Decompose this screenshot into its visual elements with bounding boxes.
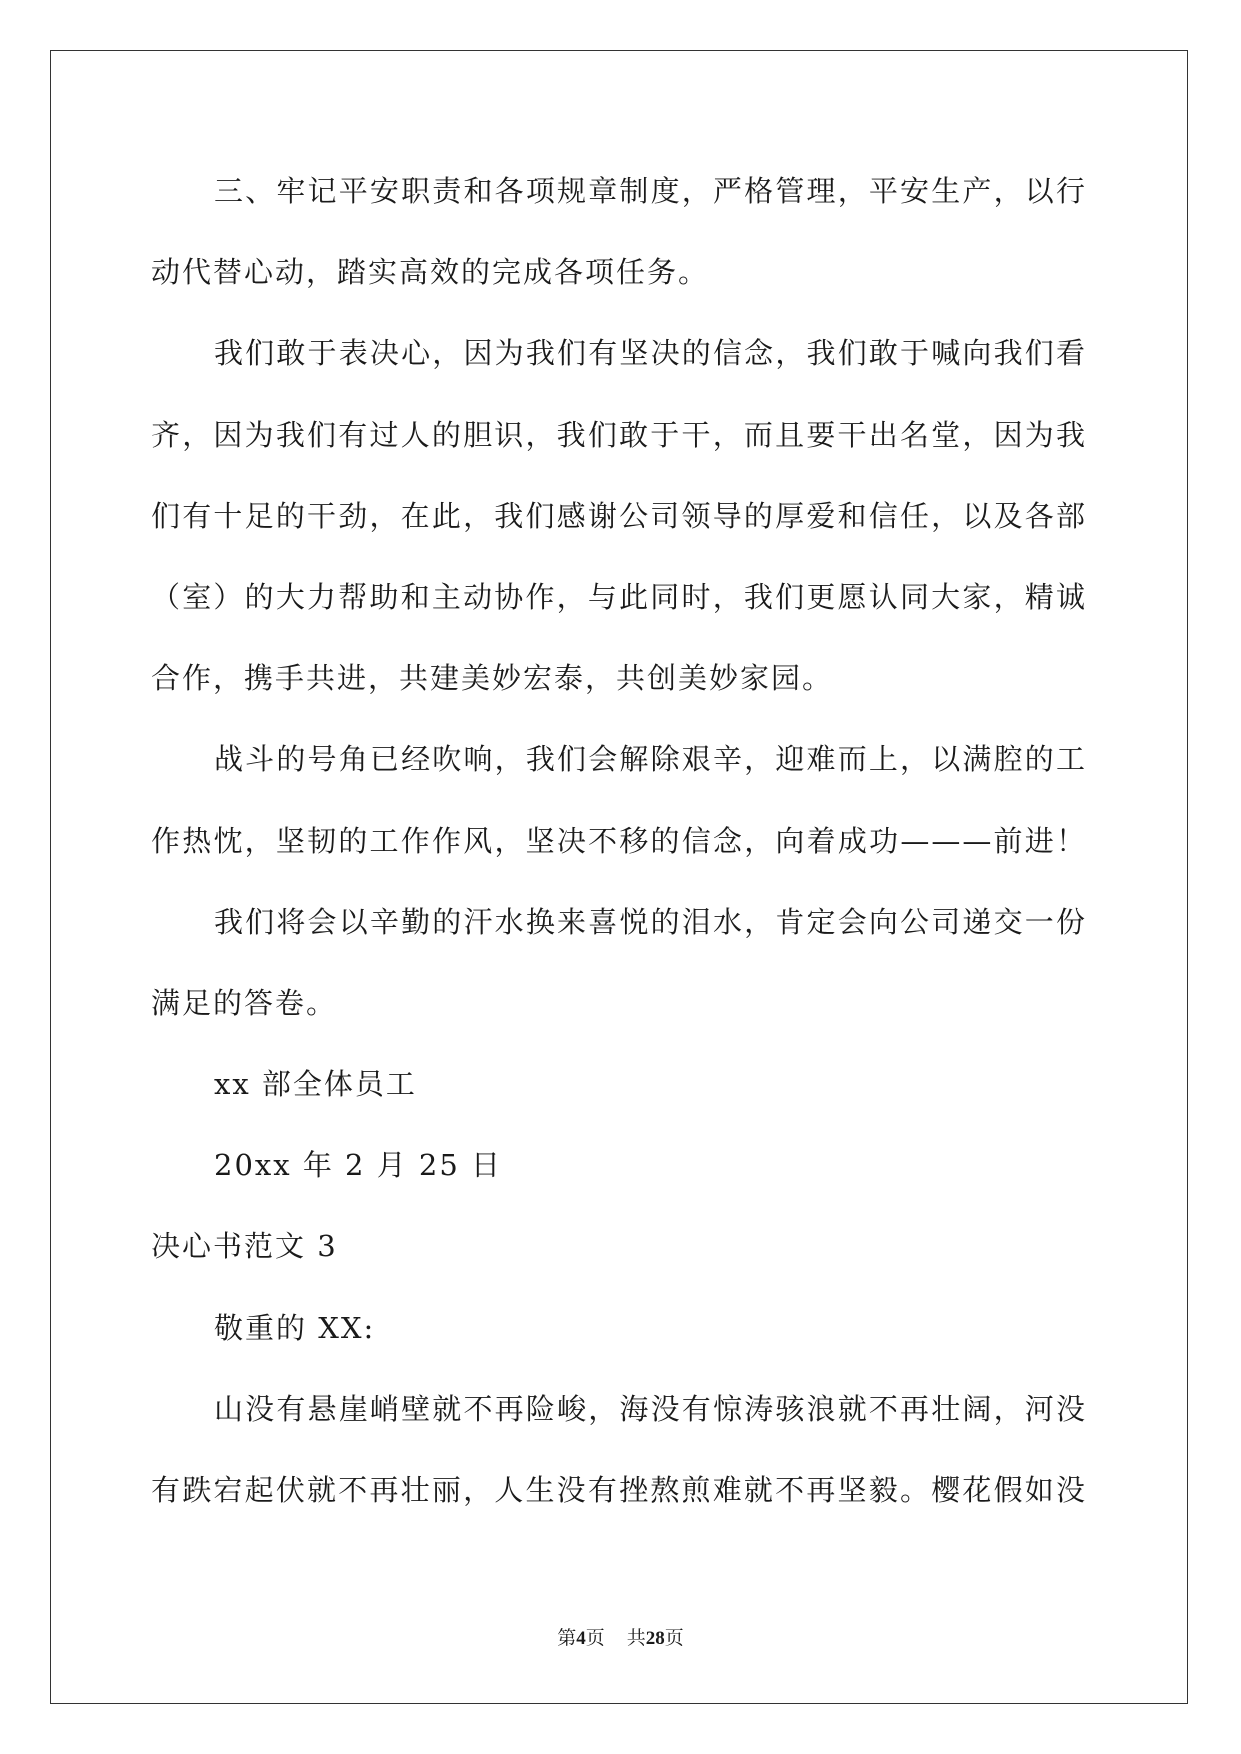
page-footer [0, 1624, 1241, 1653]
paragraph-line: 满足的答卷。 [151, 985, 338, 1020]
total-pages: 28 [645, 1628, 665, 1649]
page-number: 4 [576, 1628, 586, 1649]
section-heading: 决心书范文 3 [151, 1229, 338, 1264]
paragraph-line: 山没有悬崖峭壁就不再险峻，海没有惊涛骇浪就不再壮阔，河没 [214, 1391, 1087, 1426]
page-prefix: 第 [557, 1627, 577, 1649]
paragraph-line: 们有十足的干劲，在此，我们感谢公司领导的厚爱和信任，以及各部 [151, 498, 1087, 533]
paragraph-line: 齐，因为我们有过人的胆识，我们敢于干，而且要干出名堂，因为我 [151, 417, 1087, 452]
paragraph-line: 我们将会以辛勤的汗水换来喜悦的泪水，肯定会向公司递交一份 [214, 904, 1087, 939]
page-suffix: 页 [585, 1627, 605, 1649]
paragraph-line: 有跌宕起伏就不再壮丽，人生没有挫熬煎难就不再坚毅。樱花假如没 [151, 1473, 1087, 1507]
signature: xx 部全体员工 [214, 1067, 417, 1102]
paragraph-line: 三、牢记平安职责和各项规章制度，严格管理，平安生产，以行 [214, 174, 1087, 208]
total-suffix: 页 [664, 1627, 684, 1649]
paragraph-line: 作热忱，坚韧的工作作风，坚决不移的信念，向着成功———前进！ [151, 823, 1087, 858]
salutation: 敬重的 XX: [214, 1310, 376, 1345]
total-prefix: 共 [626, 1627, 646, 1649]
paragraph-line: 我们敢于表决心，因为我们有坚决的信念，我们敢于喊向我们看 [214, 336, 1087, 371]
paragraph-line: 战斗的号角已经吹响，我们会解除艰辛，迎难而上，以满腔的工 [214, 742, 1087, 777]
paragraph-line: 合作，携手共进，共建美妙宏泰，共创美妙家园。 [151, 661, 834, 696]
document-body [151, 151, 1087, 1531]
date-line: 20xx 年 2 月 25 日 [214, 1148, 503, 1183]
paragraph-line: （室）的大力帮助和主动协作，与此同时，我们更愿认同大家，精诚 [151, 579, 1087, 614]
paragraph-line: 动代替心动，踏实高效的完成各项任务。 [151, 255, 710, 290]
